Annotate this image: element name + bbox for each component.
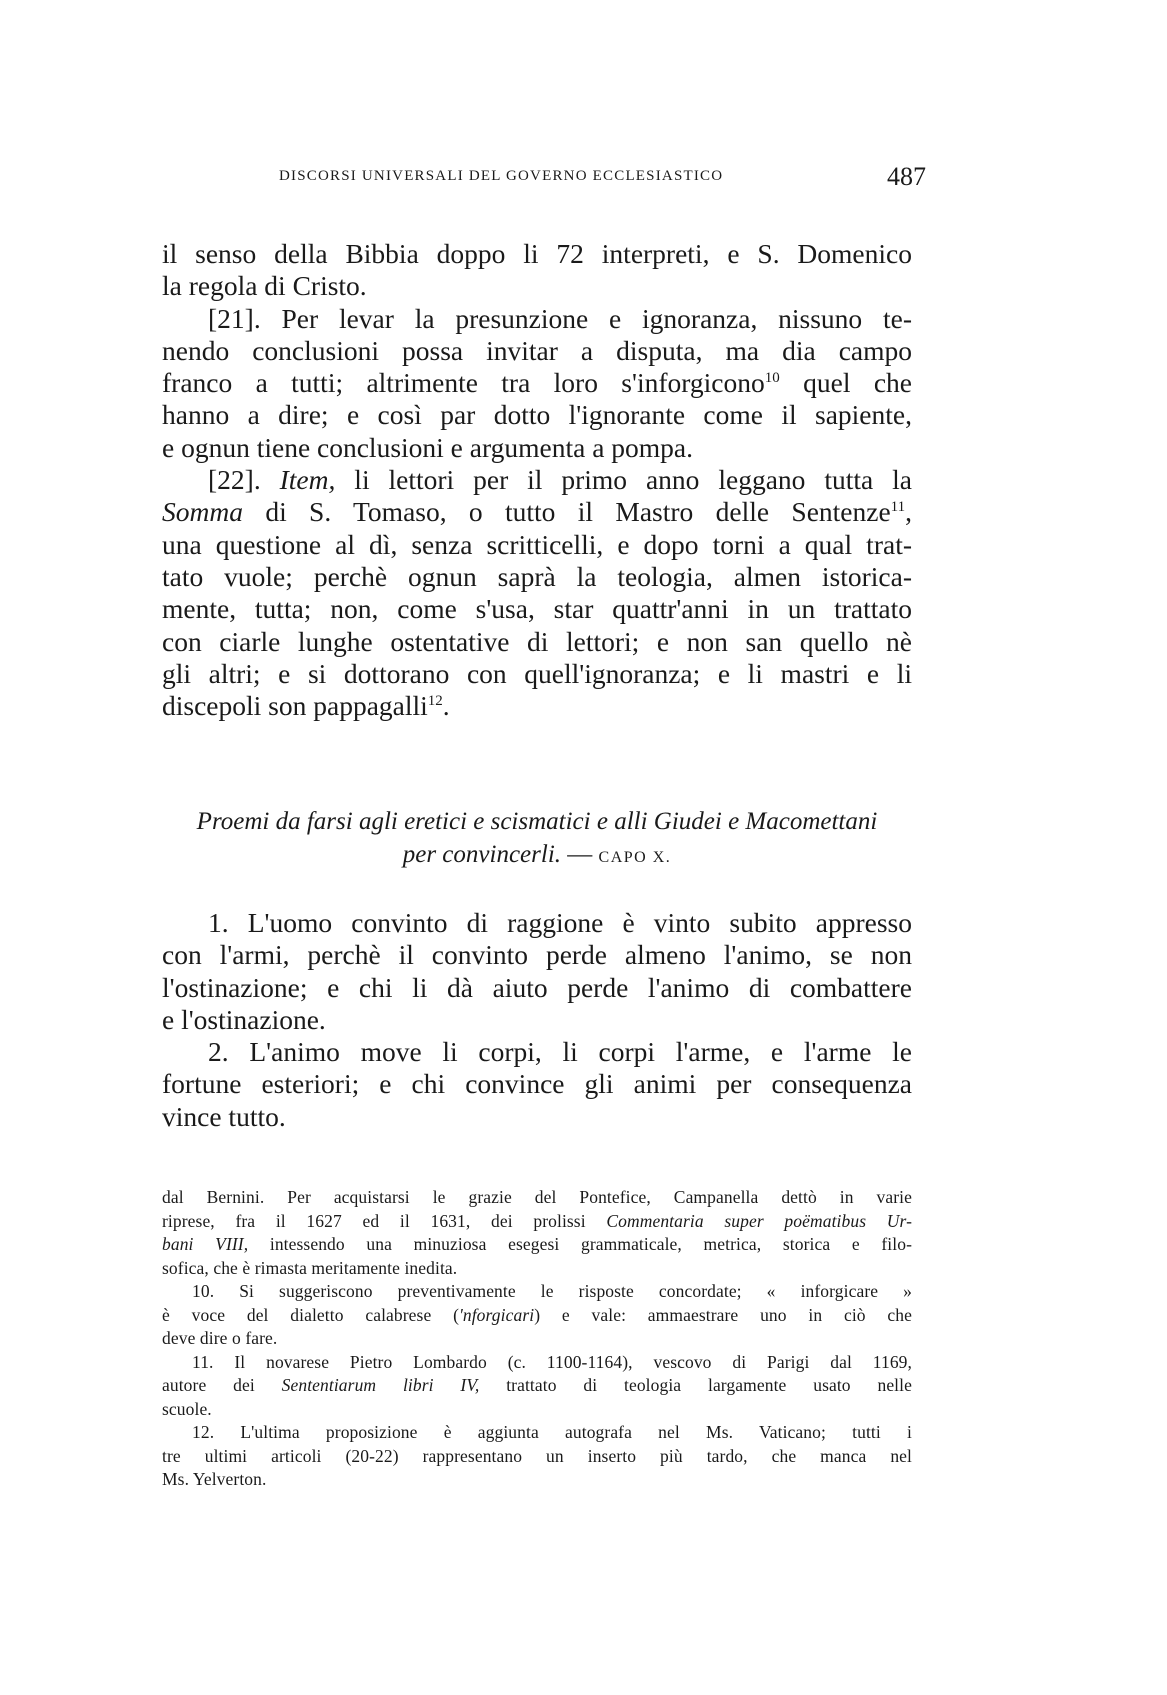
footnote-ref-11[interactable]: 11	[890, 499, 906, 516]
text-span: trattato di teologia largamente usato nelle	[479, 1375, 912, 1395]
note-line: 11. Il novarese Pietro Lombardo (c. 1100-1164), vescovo di Parigi dal 1169,	[192, 1351, 912, 1372]
text-line: 1. L'uomo convinto di raggione è vinto subito appresso	[208, 907, 912, 938]
text-span: riprese, fra il 1627 ed il 1631, dei prolissi	[162, 1210, 607, 1231]
note-line: 12. L'ultima proposizione è aggiunta autografa nel Ms. Vaticano; tutti i	[192, 1422, 912, 1442]
article-22	[162, 464, 912, 722]
chapter-title-span: per convincerli.	[402, 841, 562, 868]
footnote-12	[162, 1421, 912, 1492]
text-line: gli altri; e si dottorano con quell'ignoranza; e li mastri e li	[162, 657, 912, 689]
italic-span: Somma	[162, 496, 243, 528]
italic-span: Item,	[279, 464, 336, 496]
text-line: l'ostinazione; e chi li dà aiuto perde l'animo di combattere	[162, 971, 912, 1003]
note-line: scuole.	[162, 1398, 212, 1419]
text-span: è voce del dialetto calabrese (	[162, 1304, 460, 1325]
running-title: DISCORSI UNIVERSALI DEL GOVERNO ECCLESIASTICO	[279, 168, 724, 184]
text-line: [21]. Per levar la presunzione e ignoranza, nissuno te-	[208, 302, 912, 334]
italic-span: bani VIII,	[162, 1234, 249, 1254]
text-line	[162, 367, 912, 399]
article-21	[162, 303, 912, 464]
footnote-10	[162, 1280, 912, 1351]
note-line: 10. Si suggeriscono preventivamente le risposte concordate; « inforgicare »	[192, 1281, 912, 1301]
page-number: 487	[887, 162, 926, 191]
heading-dash: —	[561, 841, 599, 868]
footnote-continuation	[162, 1186, 912, 1280]
chapter-number: CAPO X.	[598, 849, 672, 866]
text-line: la regola di Cristo.	[162, 270, 367, 302]
text-span: li lettori per il primo anno leggano tutta la	[335, 464, 912, 496]
text-span: .	[442, 690, 450, 722]
note-line: Ms. Yelverton.	[162, 1469, 267, 1489]
text-line: e ognun tiene conclusioni e argumenta a pompa.	[162, 431, 693, 463]
note-line	[162, 1233, 912, 1257]
note-line	[162, 1304, 912, 1328]
chapter-paragraph-2	[162, 1036, 912, 1133]
footnote-ref-10[interactable]: 10	[764, 370, 780, 387]
note-line: deve dire o fare.	[162, 1328, 278, 1348]
text-span: autore dei	[162, 1375, 282, 1395]
text-line: con ciarle lunghe ostentative di lettori; e non san quello nè	[162, 625, 912, 657]
footnotes	[162, 1186, 912, 1492]
text-line: e l'ostinazione.	[162, 1003, 326, 1035]
footnote-11	[162, 1351, 912, 1422]
note-line: dal Bernini. Per acquistarsi le grazie del Pontefice, Campanella dettò in varie	[162, 1187, 912, 1207]
note-line: tre ultimi articoli (20-22) rappresentano un inserto più tardo, che manca nel	[162, 1445, 912, 1466]
text-line: il senso della Bibbia doppo li 72 interpreti, e S. Domenico	[162, 238, 912, 269]
text-span: franco a tutti; altrimente tra loro s'inforgicono	[162, 367, 765, 399]
note-line	[162, 1210, 912, 1234]
text-line: con l'armi, perchè il convinto perde almeno l'animo, se non	[162, 939, 912, 971]
text-line	[162, 464, 912, 496]
chapter-paragraph-1	[162, 907, 912, 1036]
main-text-block	[162, 238, 912, 722]
note-line: sofica, che è rimasta meritamente inedita.	[162, 1257, 458, 1278]
text-line: fortune esteriori; e chi convince gli animi per consequenza	[162, 1068, 912, 1100]
footnote-ref-12[interactable]: 12	[427, 693, 443, 709]
text-line	[162, 496, 912, 528]
italic-span: Sententiarum libri IV,	[281, 1375, 480, 1395]
text-span: intessendo una minuziosa esegesi grammaticale, metrica, storica e filo-	[248, 1234, 912, 1254]
text-span: ) e vale: ammaestrare uno in ciò che	[534, 1304, 912, 1325]
chapter-title-line	[162, 838, 912, 874]
italic-span: 'nforgicari	[459, 1304, 535, 1325]
text-line: una questione al dì, senza scritticelli, e dopo torni a qual trat-	[162, 528, 912, 560]
text-line	[162, 690, 912, 722]
text-line: vince tutto.	[162, 1100, 286, 1132]
chapter-title-line: Proemi da farsi agli eretici e scismatici e alli Giudei e Macomettani	[196, 808, 878, 835]
text-span: [22].	[208, 464, 280, 496]
text-line: hanno a dire; e così par dotto l'ignorante come il sapiente,	[162, 399, 912, 431]
text-line: tato vuole; perchè ognun saprà la teologia, almen istorica-	[162, 560, 912, 592]
chapter-heading	[162, 805, 912, 874]
note-line	[162, 1374, 912, 1398]
chapter-text-block	[162, 907, 912, 1133]
text-span: discepoli son pappagalli	[162, 690, 428, 722]
italic-span: Commentaria super poëmatibus Ur-	[606, 1210, 913, 1231]
text-line: mente, tutta; non, come s'usa, star quattr'anni in un trattato	[162, 593, 912, 625]
text-line: 2. L'animo move li corpi, li corpi l'arme, e l'arme le	[208, 1036, 912, 1068]
text-span: ,	[905, 496, 912, 528]
text-span: di S. Tomaso, o tutto il Mastro delle Sentenze	[242, 496, 891, 528]
text-line: nendo conclusioni possa invitar a disputa, ma dia campo	[162, 334, 912, 366]
text-span: quel che	[779, 367, 912, 399]
